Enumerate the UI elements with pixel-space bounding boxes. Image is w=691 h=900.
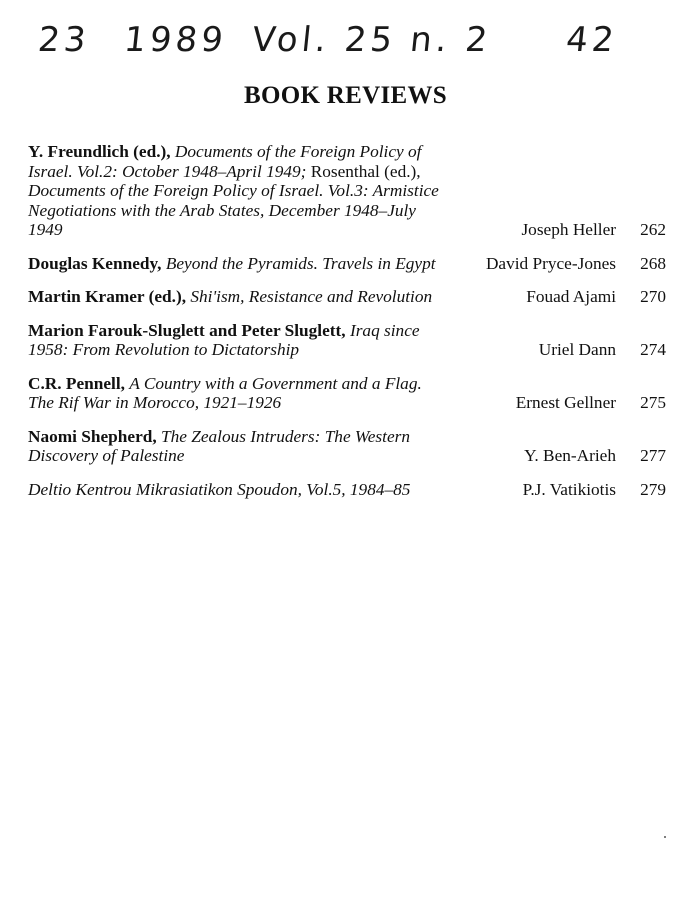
reviewed-author: Naomi Shepherd, [28,426,157,446]
reviewer-name: Joseph Heller [521,220,616,239]
review-citation [28,480,448,500]
reviewed-author: Y. Freundlich (ed.), [28,142,171,161]
reviewer-name: David Pryce-Jones [485,253,616,273]
review-citation [28,142,448,240]
scan-speck [664,836,666,838]
page-number: 262 [640,220,666,239]
handwritten-volume: Vol. 25 [250,20,399,60]
review-entry [28,287,668,307]
reviewer-name: Fouad Ajami [526,287,616,306]
review-entry [28,427,668,466]
reviewed-title: Deltio Kentrou Mikrasiatikon Spoudon, Vol.5, 1984–85 [28,479,411,499]
reviewed-author: Marion Farouk-Sluglett and Peter Sluglett, [28,320,346,340]
reviewed-author: C.R. Pennell, [28,373,125,393]
page-number: 270 [640,287,666,306]
reviewer-name: P.J. Vatikiotis [522,479,616,499]
reviewed-title: Beyond the Pyramids. Travels in Egypt [165,253,436,273]
review-citation [28,254,448,274]
reviewed-title: Iraq since 1958: From Revolution to Dictatorship [28,320,420,359]
review-entry [28,254,668,274]
reviewer-name: Uriel Dann [538,340,616,359]
page-title: BOOK REVIEWS [244,82,447,109]
reviewed-title: The Zealous Intruders: The Western Discovery of Palestine [28,426,410,465]
reviewed-author: Douglas Kennedy, [28,253,162,273]
reviewed-author: Martin Kramer (ed.), [28,287,187,306]
handwritten-year: 1989 [122,20,229,60]
reviewer-name: Y. Ben-Arieh [524,446,616,465]
handwritten-issue-number: 23 [36,20,92,60]
reviewer-name: Ernest Gellner [515,393,616,412]
review-entry [28,480,668,500]
handwritten-number: n. 2 [408,20,494,60]
review-entry [28,142,668,240]
page-number: 274 [640,340,666,359]
reviewed-title: Shi'ism, Resistance and Revolution [190,287,433,306]
review-citation [28,321,448,360]
handwritten-annotation [35,14,641,72]
review-citation [28,427,448,466]
reviewed-title: Documents of the Foreign Policy of Israel. Vol.2: October 1948–April 1949; [28,142,422,181]
handwritten-code: 42 [564,20,620,60]
review-entry [28,321,668,360]
reviewed-title: A Country with a Government and a Flag. The Rif War in Morocco, 1921–1926 [28,373,422,412]
review-citation [28,374,448,413]
page-number: 279 [640,479,666,499]
page-number: 268 [640,253,666,273]
reviewed-author-secondary: Rosenthal (ed.), [310,161,421,181]
page-number: 277 [640,446,666,465]
reviewed-title-secondary: Documents of the Foreign Policy of Israel. Vol.3: Armistice Negotiations with the Arab States, December 1948–July 1949 [28,181,439,239]
review-citation [28,287,448,307]
review-list [28,142,668,513]
review-entry [28,374,668,413]
page-number: 275 [640,393,666,412]
